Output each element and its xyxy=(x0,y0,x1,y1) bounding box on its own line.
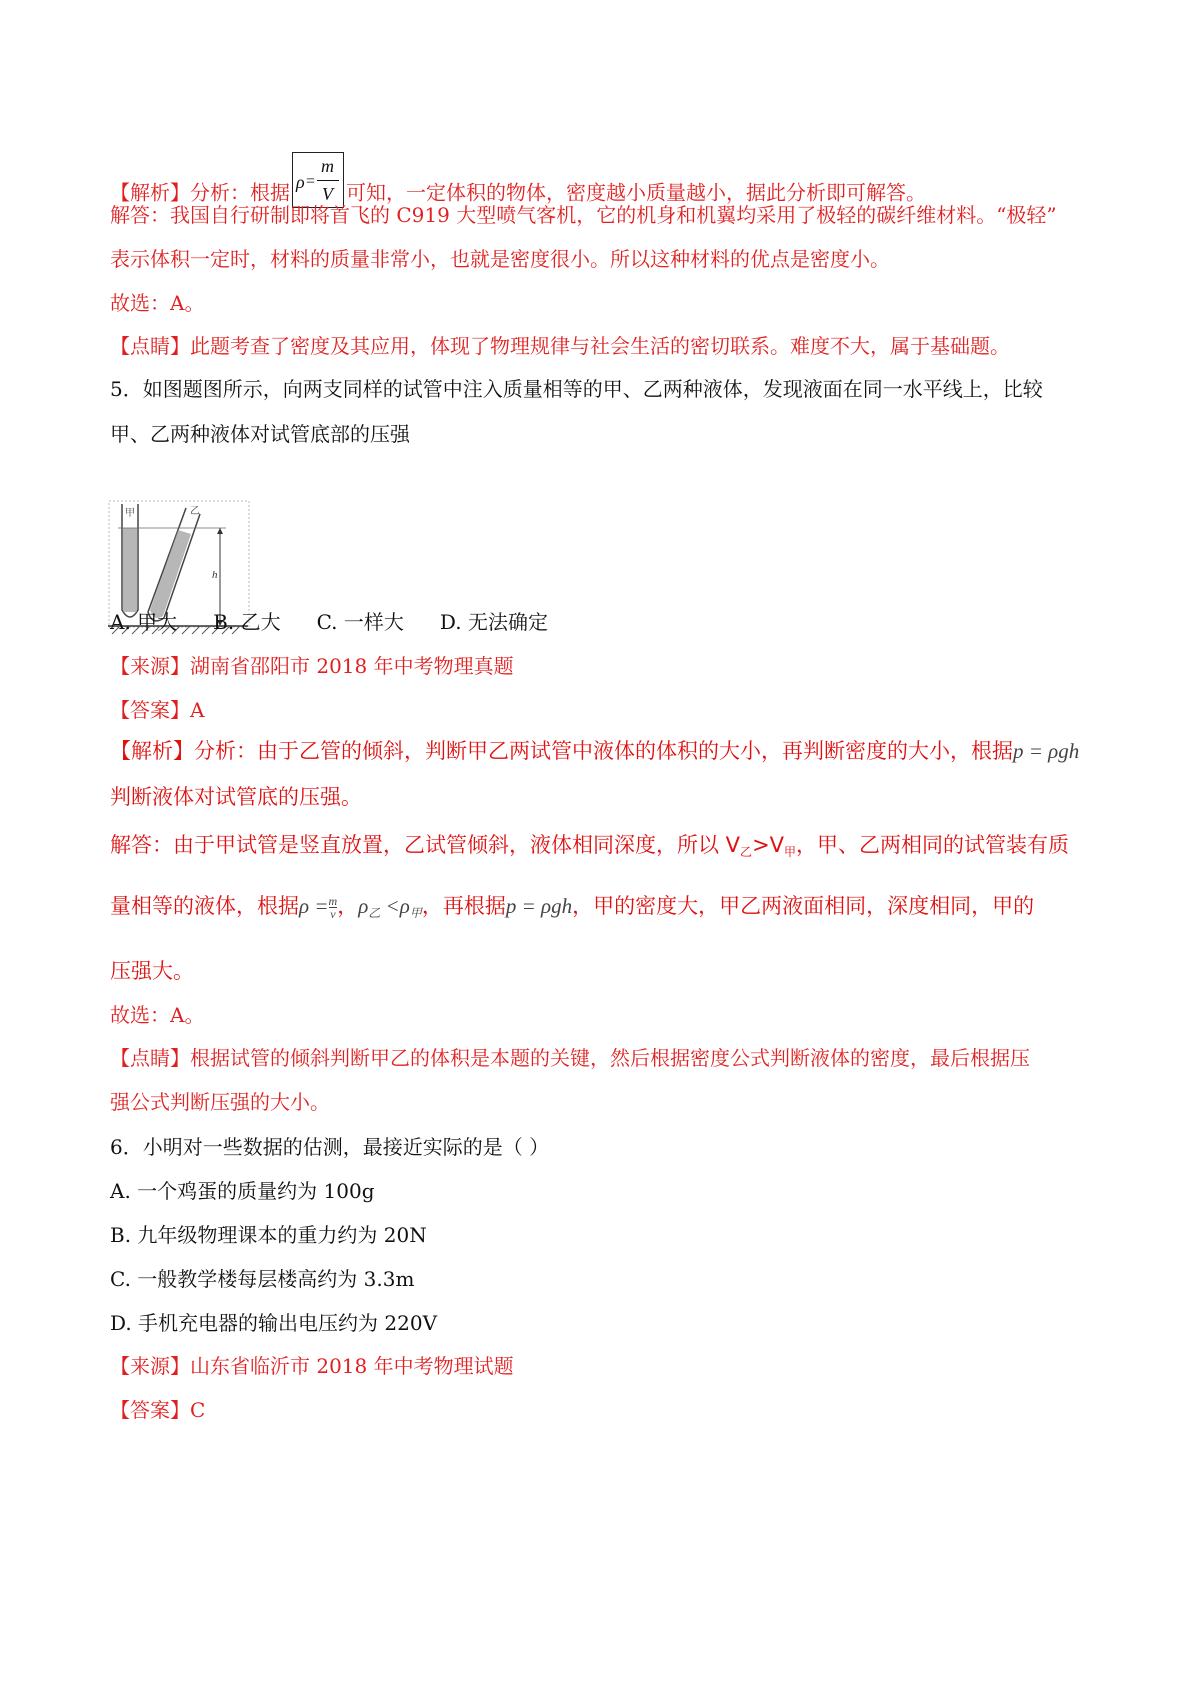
rho-sub-jia: 甲 xyxy=(409,906,422,920)
q5-solve-text-b: ，甲、乙两相同的试管装有质 xyxy=(796,833,1070,857)
formula-numerator: m xyxy=(321,156,334,176)
formula-denominator: V xyxy=(322,184,333,204)
q5-analysis-line-2: 判断液体对试管底的压强。 xyxy=(110,785,362,809)
q5-analysis-text: 【解析】分析：由于乙管的倾斜，判断甲乙两试管中液体的体积的大小，再判断密度的大小，根据 xyxy=(110,739,1013,763)
fraction-num: m xyxy=(328,893,338,908)
comment-line: 【点睛】此题考查了密度及其应用，体现了物理规律与社会生活的密切联系。难度不大，属于基础题。 xyxy=(110,334,1010,358)
q5-stem-line-1: 5．如图题图所示，向两支同样的试管中注入质量相等的甲、乙两种液体，发现液面在同一水平线上，比较 xyxy=(110,377,1043,401)
fraction-den: v xyxy=(330,906,336,921)
q5-solve-text-a: 解答：由于甲试管是竖直放置，乙试管倾斜，液体相同深度，所以 V xyxy=(110,833,741,857)
q6-source: 【来源】山东省临沂市 2018 年中考物理试题 xyxy=(110,1354,514,1378)
formula-rho: ρ xyxy=(296,172,305,192)
q5-solve-line-2 xyxy=(110,893,1034,926)
rho-lt: <ρ xyxy=(380,894,410,918)
option-b: B. 乙大 xyxy=(213,610,281,634)
q5-solve-gt: >V xyxy=(752,833,785,857)
q6-option-b: B. 九年级物理课本的重力约为 20N xyxy=(110,1223,427,1247)
q5-point-line-1: 【点睛】根据试管的倾斜判断甲乙的体积是本题的关键，然后根据密度公式判断液体的密度，最后根据压 xyxy=(110,1046,1030,1070)
q5-stem-line-2: 甲、乙两种液体对试管底部的压强 xyxy=(110,422,410,446)
label-jia: 甲 xyxy=(125,508,135,519)
q5-point-line-2: 强公式判断压强的大小。 xyxy=(110,1090,330,1114)
choice-line: 故选：A。 xyxy=(110,291,205,315)
q5-solve2-text-d: ，甲的密度大，甲乙两液面相同，深度相同，甲的 xyxy=(572,894,1035,918)
q5-solve-line-3: 压强大。 xyxy=(110,959,194,983)
formula-eq: = xyxy=(306,173,316,190)
rho-yi: ρ xyxy=(358,894,369,918)
q5-solve2-text-c: ，再根据 xyxy=(421,894,506,918)
density-fraction xyxy=(329,895,338,920)
q6-stem: 6．小明对一些数据的估测，最接近实际的是（ ） xyxy=(110,1135,550,1159)
rho-sub-yi: 乙 xyxy=(368,906,381,920)
q6-option-c: C. 一般教学楼每层楼高约为 3.3m xyxy=(110,1267,415,1291)
q5-answer: 【答案】A xyxy=(110,698,205,722)
analysis-text: 【解析】分析：根据 xyxy=(110,180,290,205)
q5-options xyxy=(110,609,584,635)
q5-solve2-comma: ， xyxy=(337,894,359,918)
q6-answer: 【答案】C xyxy=(110,1398,206,1422)
q5-solve2-text-a: 量相等的液体，根据 xyxy=(110,894,299,918)
label-yi: 乙 xyxy=(190,506,200,517)
q6-option-a: A. 一个鸡蛋的质量约为 100g xyxy=(110,1179,375,1203)
sub-yi: 乙 xyxy=(740,845,753,859)
q5-solve-line-1 xyxy=(110,832,1069,865)
sub-jia: 甲 xyxy=(784,845,797,859)
density-formula xyxy=(292,152,344,208)
solution-line-1: 解答：我国自行研制即将首飞的 C919 大型喷气客机，它的机身和机翼均采用了极轻的碳纤维材料。“极轻” xyxy=(110,203,1057,227)
pressure-formula-2: p = ρgh xyxy=(505,894,573,918)
q5-analysis-line-1 xyxy=(110,738,1079,764)
q5-source: 【来源】湖南省邵阳市 2018 年中考物理真题 xyxy=(110,654,514,678)
solution-line-2: 表示体积一定时，材料的质量非常小，也就是密度很小。所以这种材料的优点是密度小。 xyxy=(110,247,890,271)
option-d: D. 无法确定 xyxy=(439,610,548,634)
option-a: A. 甲大 xyxy=(110,610,178,634)
pressure-formula: p = ρgh xyxy=(1013,739,1080,763)
q5-choose: 故选：A。 xyxy=(110,1003,205,1027)
option-c: C. 一样大 xyxy=(316,610,404,634)
q6-option-d: D. 手机充电器的输出电压约为 220V xyxy=(110,1311,438,1335)
analysis-text-cont: 可知，一定体积的物体，密度越小质量越小，据此分析即可解答。 xyxy=(346,180,926,205)
label-h: h xyxy=(212,569,218,581)
density-formula-rho: ρ = xyxy=(299,894,329,918)
